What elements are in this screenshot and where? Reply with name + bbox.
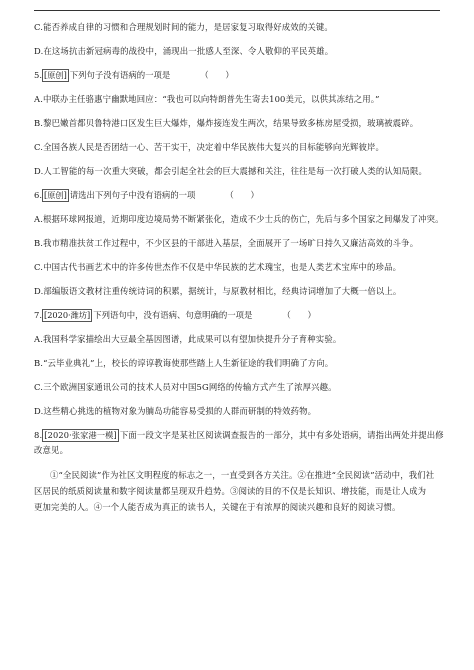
question-6-header xyxy=(34,188,444,203)
question-5-header xyxy=(34,68,444,83)
q6-option-d: D.部编版语文教材注重传统诗词的积累，据统计，与原教材相比，经典诗词增加了大概一倍以上。 xyxy=(34,286,402,296)
q7-option-a: A.我国科学家描绘出大豆最全基因图谱，此成果可以有望加快提升分子育种实验。 xyxy=(34,334,342,344)
q6-option-c: C.中国古代书画艺术中的许多传世杰作不仅是中华民族的艺术瑰宝，也是人类艺术宝库中的珍品。 xyxy=(34,262,402,272)
answer-blank: （ ） xyxy=(200,70,234,80)
q7-option-d: D.这些精心挑选的植物对象为腩岛功能容易受损的人群而研制的特效药物。 xyxy=(34,406,317,416)
question-number: 8. xyxy=(34,430,43,440)
q8-passage-line-1: ①“全民阅读”作为社区文明程度的标志之一，一直受到各方关注。②在推进“全民阅读”活动中，我们社 xyxy=(50,470,435,480)
q8-stem-line-2: 改意见。 xyxy=(34,445,69,455)
question-8-header xyxy=(34,428,444,458)
source-tag: [2020·潍坊] xyxy=(44,310,91,320)
question-7-header xyxy=(34,308,444,323)
question-stem: 下列语句中，没有语病、句意明确的一项是 xyxy=(93,310,253,320)
question-number: 7. xyxy=(34,310,42,320)
option-d-top: D.在这场抗击新冠病毒的战役中，涌现出一批感人至深、令人敬仰的平民英雄。 xyxy=(34,46,334,56)
question-stem: 下面一段文字是某社区阅读调查报告的一部分，其中有多处语病，请指出两处并提出修 xyxy=(119,430,444,440)
question-stem: 下列句子没有语病的一项是 xyxy=(69,70,171,80)
document-body xyxy=(34,20,444,515)
q5-option-c: C.全国各族人民是否团结一心、苦干实干，决定着中华民族伟大复兴的目标能够向光辉彼岸。 xyxy=(34,142,385,152)
option-c-top: C.能否养成自律的习惯和合理规划时间的能力，是居家复习取得好成效的关键。 xyxy=(34,22,333,32)
q6-option-a: A.根据环球网报道，近期印度边境局势不断紧张化，造成不少士兵的伤亡，先后与多个国家之间爆发了冲突。 xyxy=(34,214,444,224)
q5-option-b: B.黎巴嫩首都贝鲁特港口区发生巨大爆炸，爆炸接连发生两次，结果导致多栋房屋受损，玻璃被震碎。 xyxy=(34,118,419,128)
q5-option-a: A.中联办主任骆惠宁幽默地回应：“我也可以向特朗普先生寄去100美元，以供其冻结之用。” xyxy=(34,94,380,104)
question-number: 6. xyxy=(34,190,42,200)
source-tag: [原创] xyxy=(44,70,67,80)
top-rule xyxy=(34,10,440,11)
answer-blank: （ ） xyxy=(282,310,316,320)
q7-option-c: C.三个欧洲国家通讯公司的技术人员对中国5G网络的传输方式产生了浓厚兴趣。 xyxy=(34,382,337,392)
answer-blank: （ ） xyxy=(225,190,259,200)
question-number: 5. xyxy=(34,70,42,80)
source-tag: [原创] xyxy=(44,190,67,200)
q8-stem-line-1 xyxy=(34,428,444,443)
q6-option-b: B.我市精准扶贫工作过程中，不少区县的干部进入基层，全面展开了一场旷日持久又廉洁高效的斗争。 xyxy=(34,238,419,248)
question-stem: 请选出下列句子中没有语病的一项 xyxy=(69,190,196,200)
q8-passage-line-3: 更加完美的人。④一个人能否成为真正的读书人，关键在于有浓厚的阅读兴趣和良好的阅读习惯。 xyxy=(34,502,401,512)
q8-passage-line-2: 区居民的纸质阅读量和数字阅读量都呈现双升趋势。③阅读的目的不仅是长知识、增技能，而是让人成为 xyxy=(34,486,427,496)
source-tag: [2020·张家港一模] xyxy=(44,430,117,440)
q5-option-d: D.人工智能的每一次重大突破，都会引起全社会的巨大震撼和关注，往往是每一次打破人类的认知局限。 xyxy=(34,166,427,176)
q8-passage xyxy=(34,467,444,515)
q7-option-b: B.“云毕业典礼”上，校长的谆谆教诲使那些踏上人生新征途的我们明确了方向。 xyxy=(34,358,334,368)
